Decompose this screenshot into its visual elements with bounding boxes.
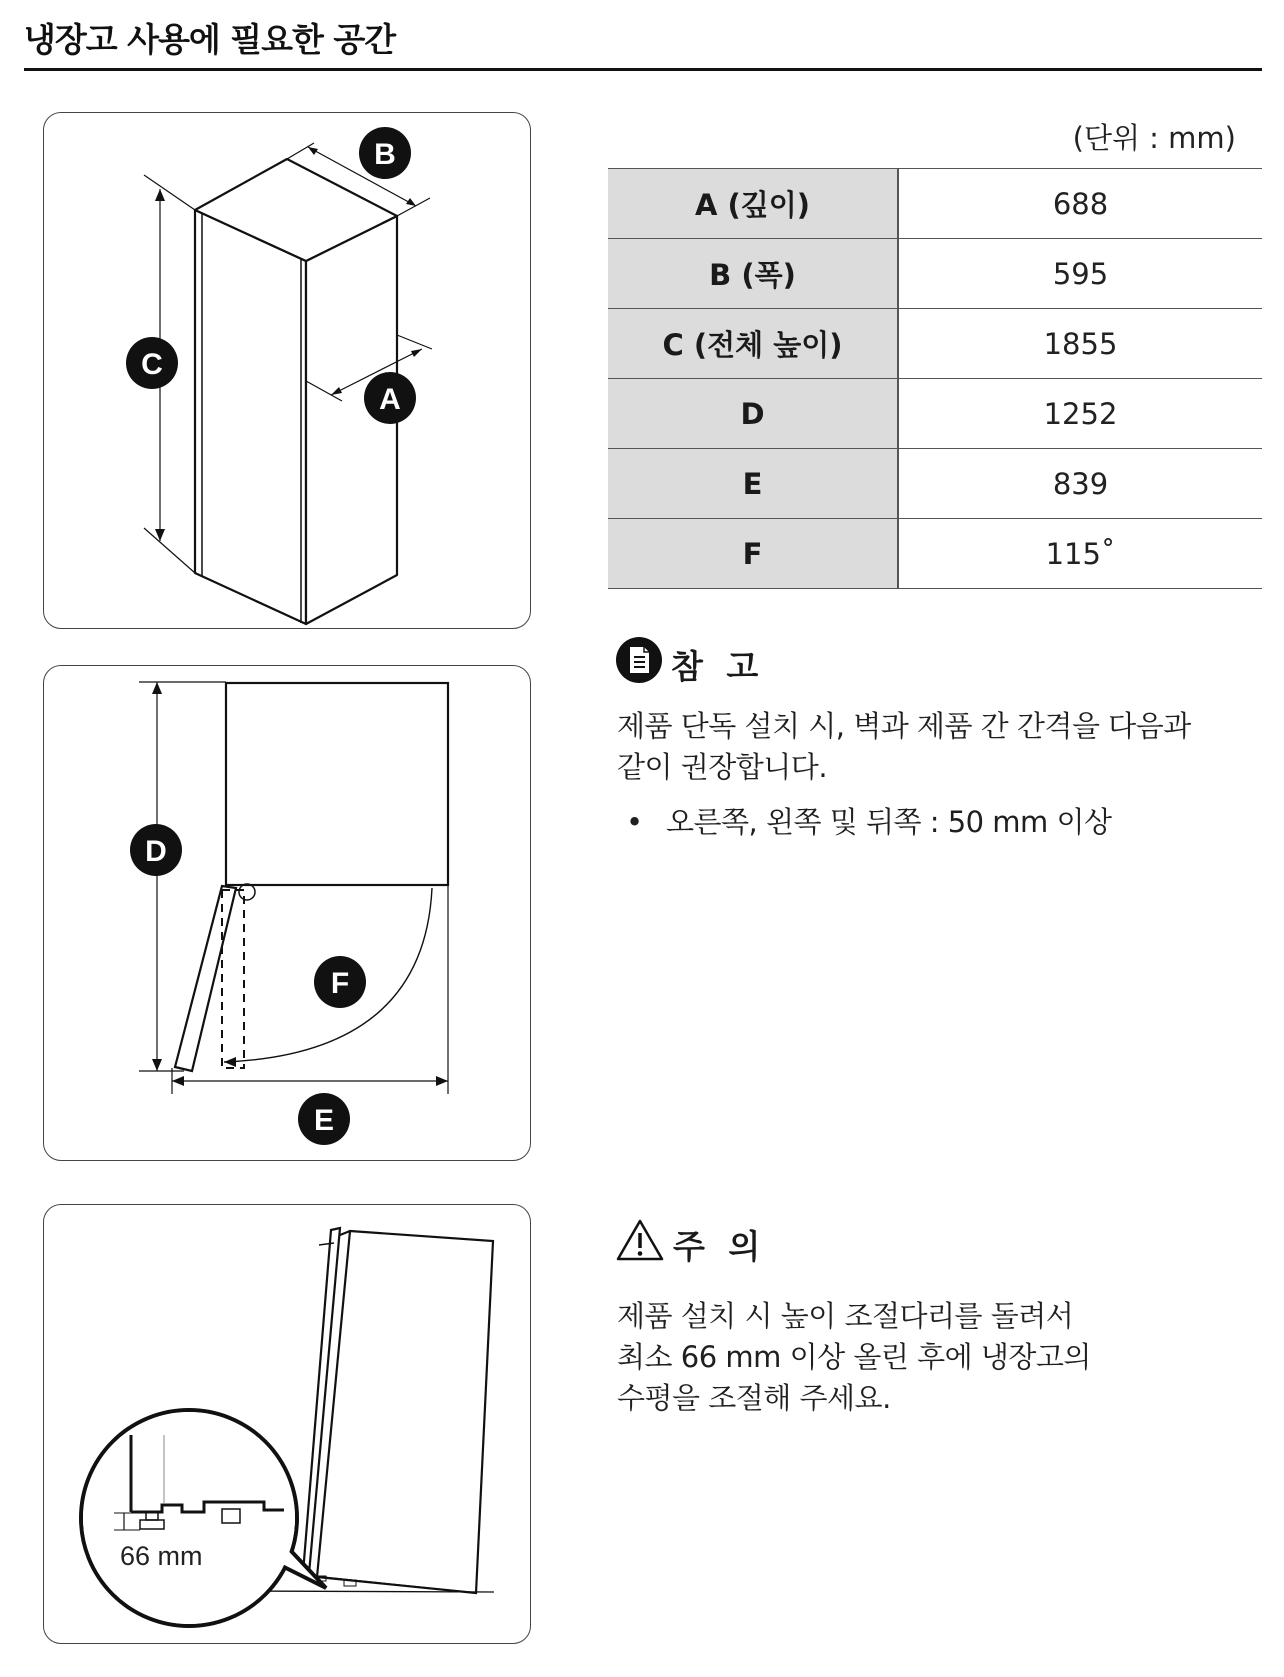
door-clearance-figure [43,665,531,1161]
dimension-value: 688 [898,169,1262,239]
dimensions-table [608,168,1262,589]
caution-title: 주 의 [673,1226,767,1266]
label-f: F [330,967,350,1000]
bullet-dot: • [626,805,643,839]
table-row [608,449,1262,519]
table-row [608,239,1262,309]
dimension-value: 595 [898,239,1262,309]
dimension-label: E [608,449,898,519]
caution-line: 수평을 조절해 주세요. [617,1381,891,1415]
dimension-label: B (폭) [608,239,898,309]
table-row [608,379,1262,449]
caution-body [617,1296,1091,1419]
page-title: 냉장고 사용에 필요한 공간 [24,20,396,59]
dimension-value: 1855 [898,309,1262,379]
caution-heading [615,1218,766,1270]
caution-line: 제품 설치 시 높이 조절다리를 돌려서 [617,1299,1074,1333]
warning-triangle-icon [615,1218,665,1270]
caution-line: 최소 66 mm 이상 올린 후에 냉장고의 [617,1340,1091,1374]
label-c: C [141,348,163,381]
dimension-label: D [608,379,898,449]
fridge-dimensions-figure [43,112,531,629]
label-a: A [379,383,401,416]
leveling-leg-figure [43,1204,531,1644]
dimension-value: 839 [898,449,1262,519]
label-b: B [374,138,396,171]
dimension-value: 115˚ [898,519,1262,589]
dimension-label: C (전체 높이) [608,309,898,379]
table-row [608,309,1262,379]
note-line: 같이 권장합니다. [617,750,828,784]
note-heading [615,636,764,692]
note-title: 참 고 [671,646,765,686]
lift-height-label: 66 mm [120,1541,203,1571]
label-e-badge [298,1093,350,1145]
title-divider [24,68,1262,71]
label-d-badge [130,824,182,876]
table-row [608,169,1262,239]
label-f-badge [314,956,366,1008]
note-document-icon [615,636,663,692]
label-a-badge [364,372,416,424]
table-row [608,519,1262,589]
label-e: E [313,1104,335,1137]
dimension-label: F [608,519,898,589]
label-b-badge [359,127,411,179]
note-bullet-item [626,800,1112,841]
note-body [617,706,1191,788]
dimension-value: 1252 [898,379,1262,449]
unit-label: (단위 : mm) [1072,121,1236,155]
label-d: D [145,835,167,868]
label-c-badge [126,337,178,389]
note-bullet-text: 오른쪽, 왼쪽 및 뒤쪽 : 50 mm 이상 [666,805,1112,839]
note-line: 제품 단독 설치 시, 벽과 제품 간 간격을 다음과 [617,709,1191,743]
dimension-label: A (깊이) [608,169,898,239]
